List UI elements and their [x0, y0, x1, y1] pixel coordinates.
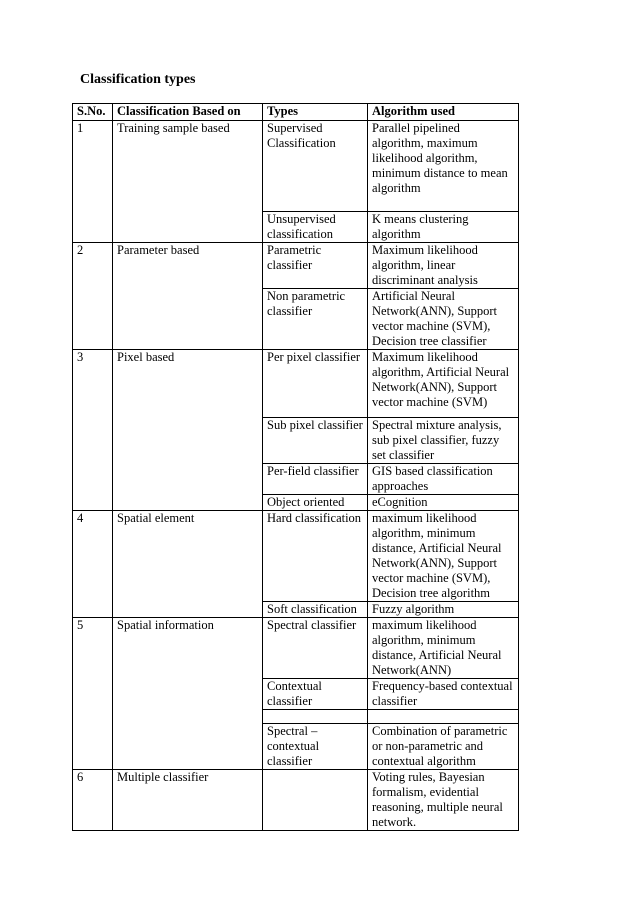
- document-title: Classification types: [80, 72, 196, 87]
- table-row: [73, 618, 519, 679]
- cell-type: Per-field classifier: [263, 464, 368, 495]
- table-row: [73, 121, 519, 212]
- table-row: [73, 243, 519, 289]
- classification-table: [72, 103, 519, 831]
- header-sno: S.No.: [73, 104, 113, 121]
- table-row: [73, 770, 519, 831]
- cell-type: [263, 710, 368, 724]
- header-classification-basis: Classification Based on: [113, 104, 263, 121]
- cell-type: Parametric classifier: [263, 243, 368, 289]
- cell-type: Per pixel classifier: [263, 350, 368, 418]
- cell-type: Spectral – contextual classifier: [263, 724, 368, 770]
- cell-sno: 4: [73, 511, 113, 618]
- cell-algorithm: Voting rules, Bayesian formalism, evidential reasoning, multiple neural network.: [368, 770, 519, 831]
- cell-algorithm: Combination of parametric or non-parametric and contextual algorithm: [368, 724, 519, 770]
- cell-type: Object oriented: [263, 495, 368, 511]
- header-types: Types: [263, 104, 368, 121]
- cell-algorithm: Artificial Neural Network(ANN), Support vector machine (SVM), Decision tree classifier: [368, 289, 519, 350]
- cell-type: Contextual classifier: [263, 679, 368, 710]
- cell-sno: 2: [73, 243, 113, 350]
- cell-type: Unsupervised classification: [263, 212, 368, 243]
- cell-type: Sub pixel classifier: [263, 418, 368, 464]
- cell-type: Non parametric classifier: [263, 289, 368, 350]
- cell-algorithm: Frequency-based contextual classifier: [368, 679, 519, 710]
- cell-algorithm: [368, 710, 519, 724]
- cell-classification-basis: Training sample based: [113, 121, 263, 243]
- cell-algorithm: Maximum likelihood algorithm, Artificial Neural Network(ANN), Support vector machine (SVM): [368, 350, 519, 418]
- table-row: [73, 511, 519, 602]
- cell-classification-basis: Spatial element: [113, 511, 263, 618]
- cell-algorithm: Maximum likelihood algorithm, linear discriminant analysis: [368, 243, 519, 289]
- cell-type: Supervised Classification: [263, 121, 368, 212]
- cell-classification-basis: Pixel based: [113, 350, 263, 511]
- cell-algorithm: GIS based classification approaches: [368, 464, 519, 495]
- cell-type: Hard classification: [263, 511, 368, 602]
- cell-algorithm: K means clustering algorithm: [368, 212, 519, 243]
- table-header-row: [73, 104, 519, 121]
- cell-type: [263, 770, 368, 831]
- cell-algorithm: maximum likelihood algorithm, minimum distance, Artificial Neural Network(ANN), Support vector machine (SVM), Decision tree algorithm: [368, 511, 519, 602]
- cell-type: Soft classification: [263, 602, 368, 618]
- cell-classification-basis: Spatial information: [113, 618, 263, 770]
- cell-sno: 6: [73, 770, 113, 831]
- cell-algorithm: Spectral mixture analysis, sub pixel classifier, fuzzy set classifier: [368, 418, 519, 464]
- cell-algorithm: maximum likelihood algorithm, minimum distance, Artificial Neural Network(ANN): [368, 618, 519, 679]
- cell-sno: 5: [73, 618, 113, 770]
- cell-type: Spectral classifier: [263, 618, 368, 679]
- cell-classification-basis: Multiple classifier: [113, 770, 263, 831]
- cell-algorithm: Parallel pipelined algorithm, maximum likelihood algorithm, minimum distance to mean algorithm: [368, 121, 519, 212]
- cell-algorithm: eCognition: [368, 495, 519, 511]
- table-row: [73, 350, 519, 418]
- cell-classification-basis: Parameter based: [113, 243, 263, 350]
- cell-sno: 3: [73, 350, 113, 511]
- header-algorithm: Algorithm used: [368, 104, 519, 121]
- cell-algorithm: Fuzzy algorithm: [368, 602, 519, 618]
- cell-sno: 1: [73, 121, 113, 243]
